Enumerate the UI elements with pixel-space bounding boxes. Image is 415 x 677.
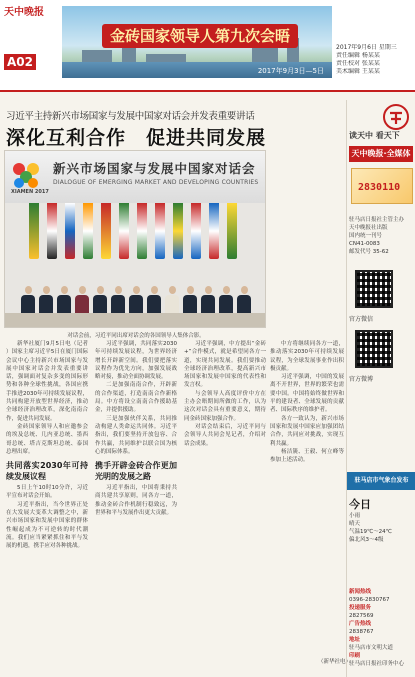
weather-line: 偏北风3～4级 [349,537,384,543]
contact-info [349,588,415,668]
brics-logo-text: XIAMEN 2017 [11,189,49,195]
contact-value: 2838767 [349,629,374,635]
info-line: 邮发代号 35-62 [349,249,389,255]
source-note: （新华社电） [318,659,352,665]
summit-banner [62,6,332,78]
photo-backdrop [5,151,265,203]
banner-date: 2017年9月3日—5日 [257,67,324,75]
sidebar-slogan: 读天中 看天下 [349,131,400,140]
article-paragraph: 5日上午10时10分许，习近平宣布对话会开始。 [6,485,88,500]
article-paragraph: 习近平指出，中国将秉持共商共建共享原则，同各方一道，推动金砖合作机制行稳致远，为世界和平与发展作出更大贡献。 [95,485,177,517]
article-headline: 深化互利合作 促进共同发展 [6,127,267,149]
edition-line: 责任编辑 杨某某 [336,52,380,59]
edition-line: 2017年9月6日 星期三 [336,44,397,51]
article-paragraph: 二是加强南南合作，开辟新的合作渠道，打造南南合作新格局。中方将设立南南合作援助基金，并提供援助。 [95,382,177,414]
page-number: A02 [4,54,36,70]
article-paragraph: 对话会结束后，习近平同与会领导人共同会见记者，介绍对话会成果。 [184,423,266,447]
article-paragraph: 习近平强调，共同落实2030年可持续发展议程，为世界经济增长开辟新空间。我们要把落实议程作为优先方向，加强发展战略对接，推动全面协调发展。 [95,341,177,381]
contact-label: 广告热线 [349,621,372,627]
advert-number: 2830110 [358,182,401,193]
info-line: CN41-0083 [349,241,380,247]
edition-info [336,44,412,76]
contact-value: 0396-2830767 [349,597,390,603]
stage-floor [5,313,265,327]
sidebar-red-banner: 天中晚报·全媒体 [349,146,413,162]
article-paragraph: 杨洁篪、王毅、何立峰等参加上述活动。 [270,448,344,464]
publisher-info [349,216,415,256]
contact-label: 新闻热线 [349,589,372,595]
article-paragraph: 习近平强调，中国的发展离不开世界，世界的繁荣也需要中国。中国将始终做世界和平的建设者、全球发展的贡献者、国际秩序的维护者。 [270,374,344,414]
article-subhead: 共同落实2030年可持续发展议程 [6,461,88,482]
contact-label: 印刷 [349,653,361,659]
weibo-qr-code [355,330,393,368]
article-column-2 [95,340,177,517]
photo-caption: 对话会前，习近平同出席对话会的各国领导人集体合影。 [67,333,205,339]
masthead [0,0,415,92]
article-paragraph: 习近平强调，中方提出“金砖+”合作模式，就是希望同各方一道，实现共同发展。我们要推动全球经济治理改革，提高新兴市场国家和发展中国家的代表性和发言权。 [184,341,266,389]
article-paragraph: 习近平指出，当今世界正处在大发展大变革大调整之中，新兴市场国家和发展中国家的群体性崛起成为不可逆转的时代潮流。我们应当紧紧抓住和平与发展的机遇，携手应对各种挑战。 [6,501,88,550]
info-line: 驻马店日报社主管主办 [349,217,405,223]
paper-logo-icon [383,104,409,130]
weather-today: 今日 [349,498,371,511]
article-body [6,340,266,670]
article-column-4 [270,340,344,670]
banner-title-box [102,24,298,48]
weather-line: 晴天 [349,521,361,527]
contact-label: 投递服务 [349,605,372,611]
article-paragraph: 三是加强伙伴关系，共同推动构建人类命运共同体。习近平指出，我们要坚持开放包容、合作共赢，共同维护以联合国为核心的国际体系。 [95,415,177,455]
sidebar [346,100,415,677]
contact-label: 地址 [349,637,361,643]
article-paragraph: 新华社厦门9月5日电（记者 ）国家主席习近平5日在厦门国际会议中心主持新兴市场国家与发展中国家对话会并发表重要讲话，强调面对复杂多变的国际形势和各种全球性挑战，各国应携手推进2030年可持续发展议程，共同构建开放型世界经济，推动全球经济治理改革，深化南南合作，促进共同发展。 [6,341,88,422]
group-photo [4,150,266,328]
article-column-3 [184,340,266,448]
contact-value: 驻马店市文明大道 [349,645,394,651]
article-paragraph: 中方将继续同各方一道，推动落实2030年可持续发展议程，为全球发展事业作出积极贡献。 [270,341,344,372]
brics-logo-icon [11,161,41,189]
article-paragraph: 与会领导人高度评价中方在主办会晤期间所做的工作，认为这次对话会具有重要意义，期待同金砖国家加强合作。 [184,390,266,422]
weather-line: 气温19℃～24℃ [349,529,392,535]
weather-line: 小雨 [349,513,361,519]
contact-value: 2827569 [349,613,374,619]
qr-label: 官方微博 [349,376,374,383]
edition-line: 责任校对 张某某 [336,60,380,67]
info-line: 国内统一刊号 [349,233,383,239]
info-line: 天中晚报社出版 [349,225,388,231]
weather-forecast [349,496,415,544]
sidebar-advert [351,168,413,204]
photo-backdrop-subtitle: DIALOGUE OF EMERGING MARKET AND DEVELOPING COUNTRIES [53,179,259,186]
banner-title: 金砖国家领导人第九次会晤 [110,27,291,45]
edition-line: 美术编辑 王某某 [336,68,380,75]
article-paragraph: 各方一致认为，新兴市场国家和发展中国家应加强团结合作，共同应对挑战，实现互利共赢。 [270,415,344,447]
contact-value: 驻马店日报社印务中心 [349,661,405,667]
article-column-1 [6,340,88,551]
article-paragraph: 金砖国家领导人和应邀参会的埃及总统、几内亚总统、墨西哥总统、塔吉克斯坦总统、泰国总理出席。 [6,423,88,455]
article-kicker: 习近平主持新兴市场国家与发展中国家对话会并发表重要讲话 [6,111,255,122]
wechat-qr-code [355,270,393,308]
photo-backdrop-title: 新兴市场国家与发展中国家对话会 [53,161,256,176]
paper-name: 天中晚报 [4,7,44,18]
qr-label: 官方微信 [349,316,374,323]
article-subhead: 携手开辟金砖合作更加光明的发展之路 [95,461,177,482]
weather-banner: 驻马店市气象台发布 [347,472,415,490]
